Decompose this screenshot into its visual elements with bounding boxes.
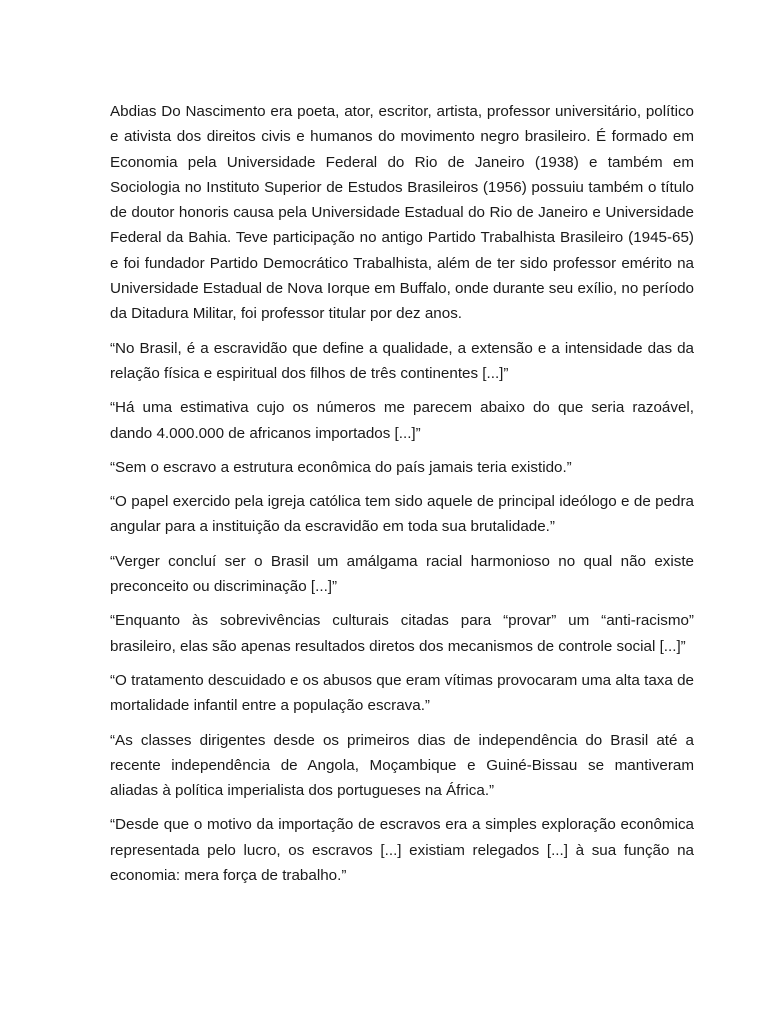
quote-paragraph: “O papel exercido pela igreja católica tem sido aquele de principal ideólogo e de pedra angular para a instituição da escravidão em toda sua brutalidade.” [110, 493, 694, 536]
quote-paragraph: “As classes dirigentes desde os primeiros dias de independência do Brasil até a recente independência de Angola, Moçambique e Guiné-Bissau se mantiveram aliadas à política imperialista dos portugueses na África.” [110, 731, 694, 800]
quote-paragraph: “Há uma estimativa cujo os números me parecem abaixo do que seria razoável, dando 4.000.000 de africanos importados [...]” [110, 399, 694, 442]
quote-paragraph: “No Brasil, é a escravidão que define a qualidade, a extensão e a intensidade das da relação física e espiritual dos filhos de três continentes [...]” [110, 339, 694, 382]
biography-paragraph: Abdias Do Nascimento era poeta, ator, escritor, artista, professor universitário, político e ativista dos direitos civis e humanos do movimento negro brasileiro. É formado em Economia pela Universidade Federal do Rio de Janeiro (1938) e também em Sociologia no Instituto Superior de Estudos Brasileiros (1956) possuiu também o título de doutor honoris causa pela Universidade Estadual do Rio de Janeiro e Universidade Federal da Bahia. Teve participação no antigo Partido Trabalhista Brasileiro (1945-65) e foi fundador Partido Democrático Trabalhista, além de ter sido professor emérito na Universidade Estadual de Nova Iorque em Buffalo, onde durante seu exílio, no período da Ditadura Militar, foi professor titular por dez anos. [110, 103, 694, 323]
quote-paragraph: “O tratamento descuidado e os abusos que eram vítimas provocaram uma alta taxa de mortalidade infantil entre a população escrava.” [110, 671, 694, 715]
quote-paragraph: “Enquanto às sobrevivências culturais citadas para “provar” um “anti-racismo” brasileiro, elas são apenas resultados diretos dos mecanismos de controle social [...]” [110, 612, 694, 655]
quote-paragraph: “Verger concluí ser o Brasil um amálgama racial harmonioso no qual não existe preconceito ou discriminação [...]” [110, 552, 694, 596]
quote-paragraph: “Desde que o motivo da importação de escravos era a simples exploração econômica representada pelo lucro, os escravos [...] existiam relegados [...] à sua função na economia: mera força de trabalho.” [110, 816, 694, 885]
document-page [110, 99, 694, 897]
quote-paragraph: “Sem o escravo a estrutura econômica do país jamais teria existido.” [110, 458, 572, 476]
